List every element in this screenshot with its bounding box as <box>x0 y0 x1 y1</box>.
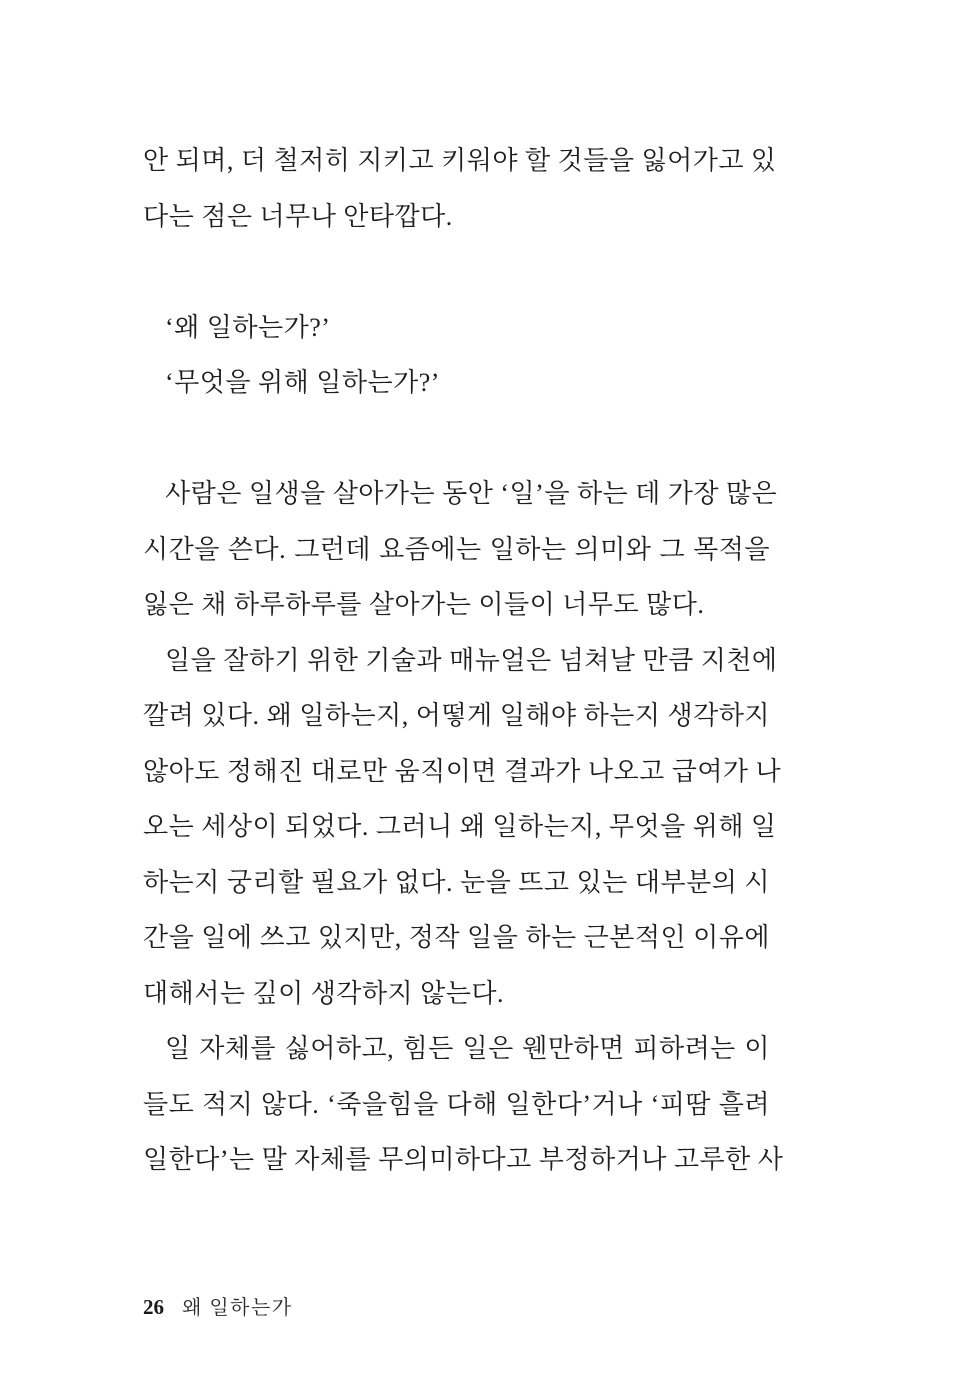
text-line: 하는지 궁리할 필요가 없다. 눈을 뜨고 있는 대부분의 시 <box>143 867 770 897</box>
blank-line <box>143 411 770 467</box>
text-line: 일한다’는 말 자체를 무의미하다고 부정하거나 고루한 사 <box>143 1145 784 1174</box>
page-number: 26 <box>143 1295 164 1319</box>
text-line: 잃은 채 하루하루를 살아가는 이들이 너무도 많다. <box>143 590 705 619</box>
text-line: 대해서는 깊이 생각하지 않는다. <box>143 978 505 1008</box>
text-line: 깔려 있다. 왜 일하는지, 어떻게 일해야 하는지 생각하지 <box>143 701 770 730</box>
blank-line <box>143 244 770 300</box>
text-line: 사람은 일생을 살아가는 동안 ‘일’을 하는 데 가장 많은 <box>165 479 778 508</box>
text-line: 들도 적지 않다. ‘죽을힘을 다해 일한다’거나 ‘피땀 흘려 <box>143 1089 770 1119</box>
text-line: 안 되며, 더 철저히 지키고 키워야 할 것들을 잃어가고 있 <box>143 146 777 175</box>
text-line: 간을 일에 쓰고 있지만, 정작 일을 하는 근본적인 이유에 <box>143 923 770 952</box>
text-line: 않아도 정해진 대로만 움직이면 결과가 나오고 급여가 나 <box>143 756 782 786</box>
text-line: 오는 세상이 되었다. 그러니 왜 일하는지, 무엇을 위해 일 <box>143 812 777 841</box>
text-line: 일 자체를 싫어하고, 힘든 일은 웬만하면 피하려는 이 <box>165 1034 770 1063</box>
text-line: 시간을 쓴다. 그런데 요즘에는 일하는 의미와 그 목적을 <box>143 534 770 564</box>
text-line: 일을 잘하기 위한 기술과 매뉴얼은 넘쳐날 만큼 지천에 <box>165 645 778 675</box>
body-text-block <box>143 133 784 1188</box>
running-title: 왜 일하는가 <box>182 1297 293 1319</box>
text-line: ‘왜 일하는가?’ <box>165 312 331 342</box>
text-line: 다는 점은 너무나 안타깝다. <box>143 201 453 231</box>
text-line: ‘무엇을 위해 일하는가?’ <box>165 368 440 397</box>
page-footer <box>143 1291 293 1320</box>
